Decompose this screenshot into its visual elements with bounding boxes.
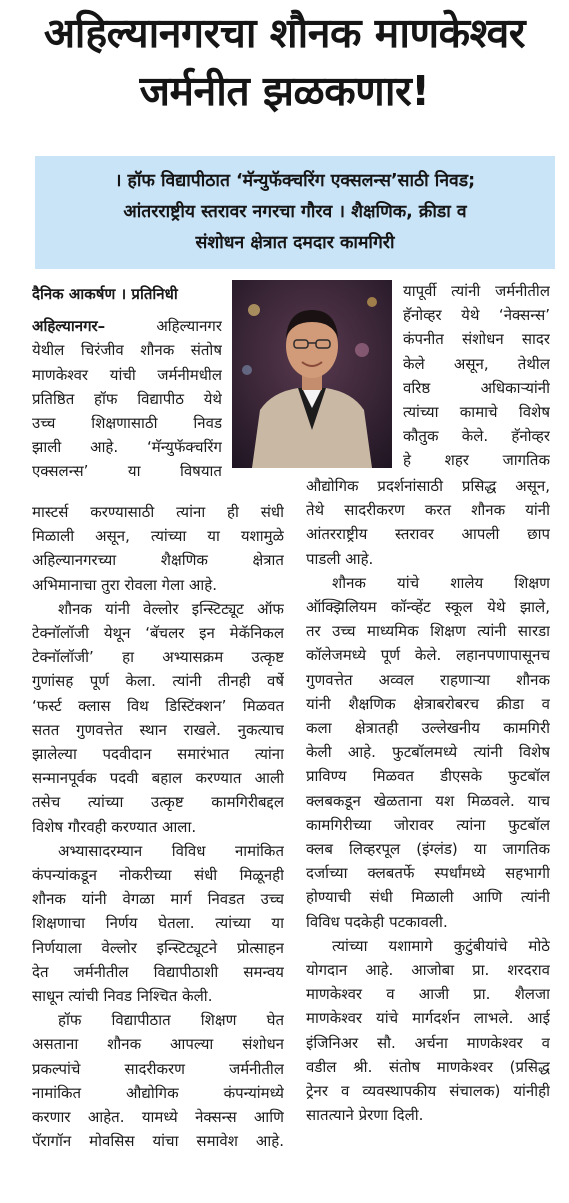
text-line: ‘फर्स्ट क्लास विथ डिस्टिंक्शन’ मिळवत [32,696,284,715]
text-line: एक्सलन्स’ या विषयात [32,462,222,481]
text-line: साधून त्यांची निवड निश्चित केली. [32,987,213,1006]
text-line: विविध पदकेही पटकावली. [306,912,448,931]
text-line: शिक्षणाचा निर्णय घेतला. त्यांच्या या [32,914,284,933]
text-line: माणकेश्वर व आजी प्रा. शैलजा [306,985,550,1004]
text-line: क्लब लिव्हरपूल (इंग्लंड) या जागतिक [306,840,550,859]
text-line: केली आहे. फुटबॉलमध्ये त्यांनी विशेष [306,743,550,762]
text-line: करणार आहेत. यामध्ये नेक्सन्स आणि [32,1108,284,1127]
text-line: टेक्नॉलॉजी येथून ‘बॅचलर इन मेकॅनिकल [32,624,284,643]
text-line: अहिल्यानगरच्या शैक्षणिक क्षेत्रात [32,551,284,570]
text-line: अभिमानाचा तुरा रोवला गेला आहे. [32,575,217,594]
person-photo [232,280,392,468]
byline: दैनिक आकर्षण । प्रतिनिधी [32,285,178,303]
text-line: होण्याची संधी मिळाली आणि त्यांनी [306,888,550,907]
subheadline-line-2: आंतरराष्ट्रीय स्तरावर नगरचा गौरव । शैक्षणिक, क्रीडा व [123,202,467,222]
text-line: ऑक्झिलियम कॉन्व्हेंट स्कूल येथे झाले, [306,598,550,617]
dateline-place: अहिल्यानगर– [32,317,106,336]
text-line: क्लबकडून खेळताना यश मिळवले. याच [306,791,550,810]
text-line: उच्च शिक्षणासाठी निवड [32,414,222,433]
right-column-top [403,279,550,473]
left-narrow-lines [32,314,222,483]
text-line: नामांकित औद्योगिक कंपन्यांमध्ये [32,1083,284,1102]
text-line: झाली आहे. ‘मॅन्युफॅक्चरिंग [32,438,222,457]
text-line: यापूर्वी त्यांनी जर्मनीतील [403,282,550,300]
text-line: येथील चिरंजीव शौनक संतोष [32,341,222,360]
headline-line-1: अहिल्यानगरचा शौनक माणकेश्वर [43,9,526,57]
text-line: तसेच त्यांच्या उत्कृष्ट कामगिरीबद्दल [32,793,284,812]
text-line: मिळाली असून, त्यांच्या या यशामुळे [32,527,284,546]
text-line: कंपनीत संशोधन सादर [403,330,550,349]
text-line: केले असून, तेथील [403,354,550,373]
text-line: प्रतिष्ठित हॉफ विद्यापीठ येथे [32,389,222,408]
text-line: पॅरागॉन मोवसिस यांचा समावेश आहे. [32,1132,284,1151]
text-line: प्राविण्य मिळवत डीएसके फुटबॉल [306,767,550,786]
text-line: त्यांच्या यशामागे कुटुंबीयांचे मोठे [332,936,550,955]
text-line: त्यांच्या कामाचे विशेष [403,403,550,422]
text-line: गुणांसह पूर्ण केला. त्यांनी तीनही वर्षे [32,672,284,691]
text-line: कामगिरीच्या जोरावर त्यांना फुटबॉल [306,815,550,834]
text-line: हे शहर जागतिक [403,451,550,470]
text-line: कौतुक केले. हॅनोव्हर [403,427,550,446]
article-headline [0,4,569,120]
text-line: देत जर्मनीतील विद्यापीठाशी समन्वय [32,962,284,981]
text-line: वरिष्ठ अधिकाऱ्यांनी [403,378,550,397]
text-line: सतत गुणवत्तेत स्थान राखले. नुकत्याच [32,720,284,739]
text-line: योगदान आहे. आजोबा प्रा. शरदराव [306,961,550,980]
text-line: हॅनोव्हर येथे ‘नेक्सन्स’ [403,306,550,325]
text-line: मास्टर्स करण्यासाठी त्यांना ही संधी [32,503,284,521]
text-line: वडील श्री. संतोष माणकेश्वर (प्रसिद्ध [306,1057,550,1076]
text-line: गुणवत्तेत अव्वल राहणाऱ्या शौनक [306,670,550,689]
dateline-rest: अहिल्यानगर [105,317,222,336]
text-line: कंपन्यांकडून नोकरीच्या संधी मिळूनही [32,866,284,885]
left-column-top [32,282,222,484]
headline-line-2: जर्मनीत झळकणार! [139,67,430,115]
text-line: माणकेश्वर यांचे मार्गदर्शन लाभले. आई [306,1009,550,1028]
article-subheadline [35,156,555,269]
text-line: इंजिनिअर सौ. अर्चना माणकेश्वर व [306,1033,550,1052]
text-line: तेथे सादरीकरण करत शौनक यांनी [306,501,550,520]
text-line: शौनक यांचे शालेय शिक्षण [332,573,550,592]
text-line: औद्योगिक प्रदर्शनांसाठी प्रसिद्ध असून, [306,477,550,495]
text-line: माणकेश्वर यांची जर्मनीमधील [32,365,222,384]
text-line: यांनी शैक्षणिक क्षेत्राबरोबरच क्रीडा व [306,694,550,713]
text-line: ट्रेनर व व्यवस्थापकीय संचालक) यांनीही [306,1082,550,1101]
text-line: पाडली आहे. [306,549,374,568]
text-line: सन्मानपूर्वक पदवी बहाल करण्यात आली [32,769,284,788]
text-line: निर्णयाला वेल्लोर इन्स्टिट्यूटने प्रोत्साहन [32,938,284,957]
text-line: झालेल्या पदवीदान समारंभात त्यांना [32,745,284,764]
text-line [32,314,222,338]
text-line: दर्जाच्या क्लबतर्फे स्पर्धांमध्ये सहभागी [306,864,550,883]
text-line: हॉफ विद्यापीठात शिक्षण घेत [58,1011,284,1030]
subheadline-line-1: । हॉफ विद्यापीठात ‘मॅन्युफॅक्चरिंग एक्सलन्स’साठी निवड; [114,171,476,191]
portrait-image [232,280,392,468]
text-line: विशेष गौरवही करण्यात आला. [32,817,197,836]
text-line: अभ्यासादरम्यान विविध नामांकित [58,841,284,860]
left-column-body [32,500,284,1153]
text-line: शौनक यांनी वेल्लोर इन्स्टिट्यूट ऑफ [58,599,284,618]
text-line: प्रकल्पांचे सादरीकरण जर्मनीतील [32,1059,284,1078]
right-column-body [306,474,550,1127]
text-line: कॉलेजमध्ये पूर्ण केले. लहानपणापासूनच [306,646,550,665]
text-line: असताना शौनक आपल्या संशोधन [32,1035,284,1054]
subheadline-line-3: संशोधन क्षेत्रात दमदार कामगिरी [195,233,395,253]
text-line: टेक्नॉलॉजी’ हा अभ्यासक्रम उत्कृष्ट [32,648,284,667]
text-line: आंतरराष्ट्रीय स्तरावर आपली छाप [306,525,550,544]
text-line: तर उच्च माध्यमिक शिक्षण त्यांनी सारडा [306,622,550,641]
text-line: सातत्याने प्रेरणा दिली. [306,1106,424,1125]
text-line: कला क्षेत्रातही उल्लेखनीय कामगिरी [306,719,550,738]
text-line: शौनक यांनी वेगळा मार्ग निवडत उच्च [32,890,284,909]
